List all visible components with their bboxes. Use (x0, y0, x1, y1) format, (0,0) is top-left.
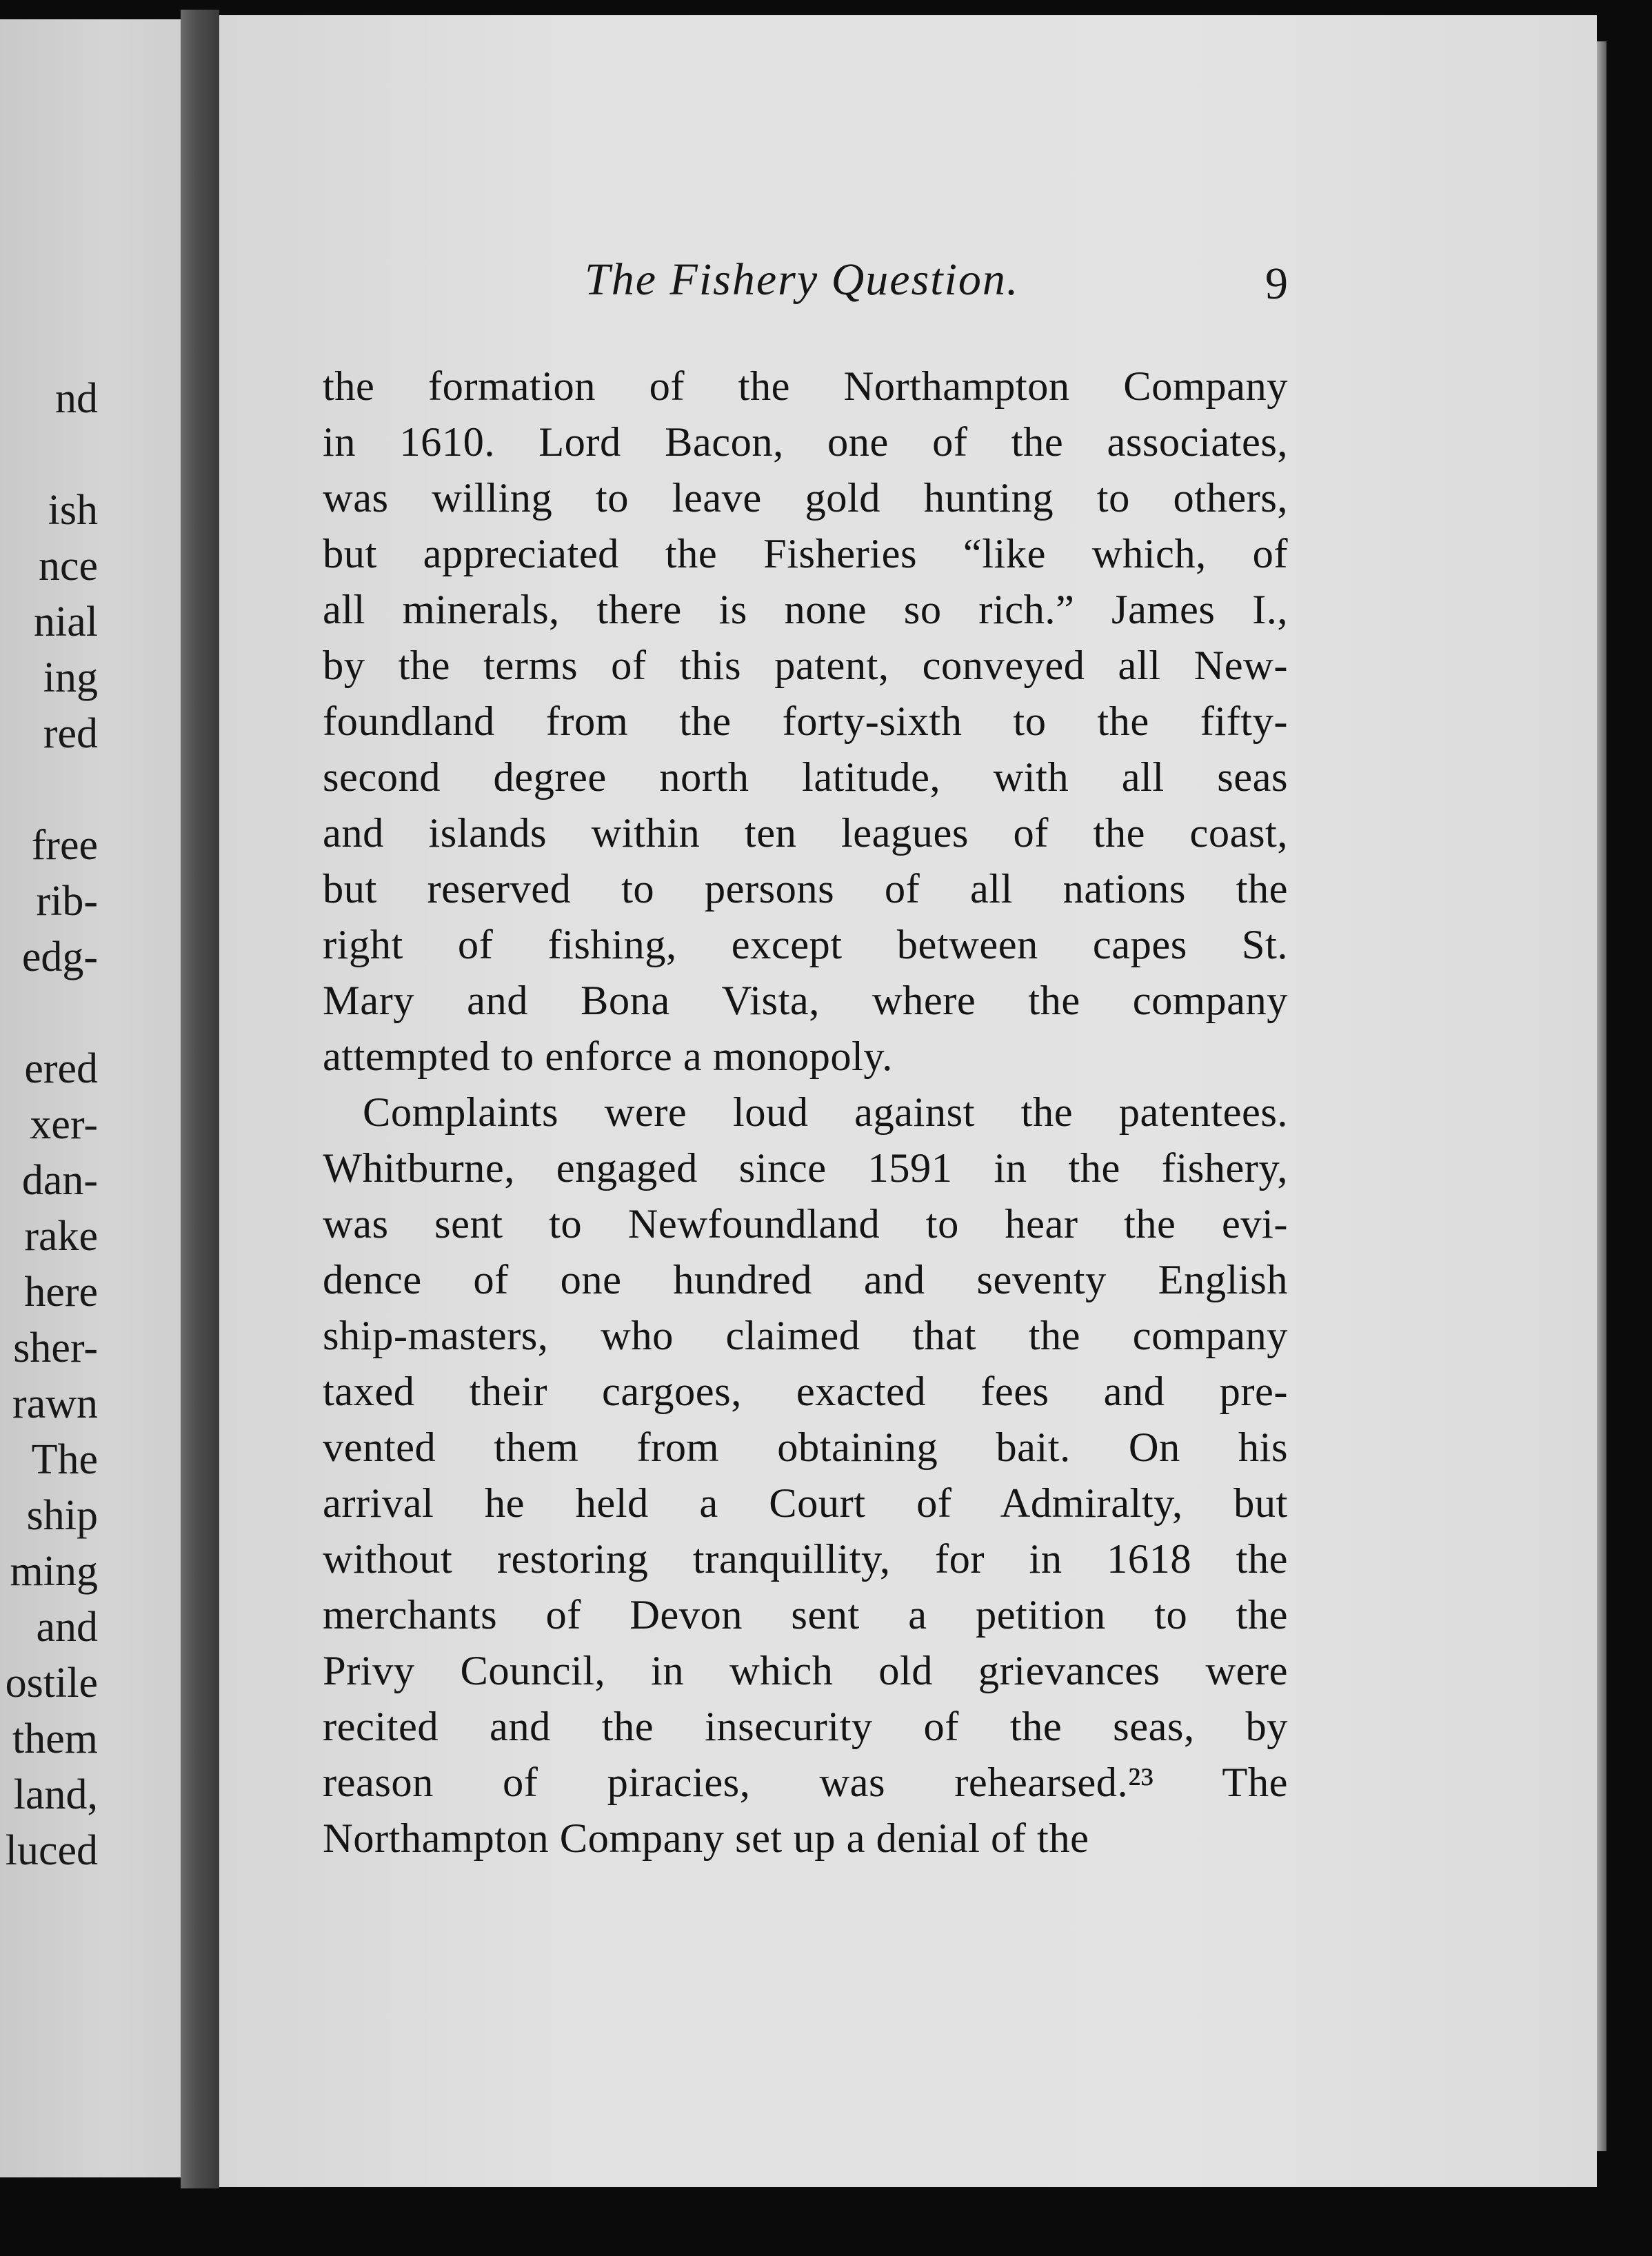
text-line: second degree north latitude, with all seas (323, 754, 1288, 800)
facing-page-text-fragments (6, 371, 98, 1879)
text-line: but reserved to persons of all nations the (323, 866, 1288, 912)
text-line: in 1610. Lord Bacon, one of the associates, (323, 419, 1288, 465)
facing-page-left (0, 19, 181, 2177)
text-line: recited and the insecurity of the seas, by (323, 1704, 1288, 1750)
text-line: merchants of Devon sent a petition to the (323, 1592, 1288, 1638)
facing-page-fragment (6, 985, 98, 1041)
book-gutter (181, 10, 219, 2188)
text-line: attempted to enforce a monopoly. (323, 1034, 893, 1080)
text-line: was willing to leave gold hunting to others, (323, 475, 1288, 521)
body-text (323, 359, 1288, 1875)
facing-page-fragment: ostile (5, 1660, 98, 1706)
facing-page-fragment: ship (26, 1492, 98, 1539)
text-line: Complaints were loud against the patentees. (363, 1089, 1288, 1136)
facing-page-fragment: ered (24, 1045, 98, 1092)
facing-page-fragment: free (31, 822, 98, 869)
text-line: but appreciated the Fisheries “like which, of (323, 531, 1288, 577)
facing-page-fragment: red (43, 710, 98, 757)
text-line: by the terms of this patent, conveyed all New- (323, 643, 1288, 689)
text-line: without restoring tranquillity, for in 1618 the (323, 1536, 1288, 1582)
facing-page-fragment: xer- (30, 1101, 98, 1148)
facing-page-fragment: nial (34, 598, 98, 645)
facing-page-fragment: dan- (21, 1157, 98, 1204)
text-line: taxed their cargoes, exacted fees and pre- (323, 1369, 1288, 1415)
text-line: vented them from obtaining bait. On his (323, 1424, 1288, 1471)
facing-page-fragment: rake (24, 1213, 98, 1260)
facing-page-fragment: nce (38, 543, 98, 590)
text-line: dence of one hundred and seventy English (323, 1257, 1288, 1303)
text-line: right of fishing, except between capes St. (323, 922, 1288, 968)
facing-page-fragment: sher- (13, 1325, 98, 1371)
text-line: Northampton Company set up a denial of the (323, 1815, 1089, 1862)
facing-page-fragment: and (36, 1604, 98, 1651)
text-line: and islands within ten leagues of the coast, (323, 810, 1288, 856)
facing-page-fragment: rib- (36, 878, 98, 925)
text-line: Privy Council, in which old grievances were (323, 1648, 1288, 1694)
facing-page-fragment: nd (55, 375, 98, 422)
facing-page-fragment: ming (10, 1548, 98, 1595)
text-line: arrival he held a Court of Admiralty, but (323, 1480, 1288, 1527)
running-title: The Fishery Question. (585, 254, 1020, 305)
facing-page-fragment: ish (48, 487, 98, 534)
facing-page-fragment: edg- (21, 934, 98, 980)
text-line: reason of piracies, was rehearsed.²³ The (323, 1760, 1288, 1806)
text-line: Whitburne, engaged since 1591 in the fishery, (323, 1145, 1288, 1191)
facing-page-fragment: land, (13, 1771, 98, 1818)
text-line: foundland from the forty-sixth to the fifty- (323, 698, 1288, 745)
running-head (364, 254, 1288, 316)
facing-page-fragment: ing (43, 654, 98, 701)
page-number: 9 (1265, 259, 1288, 309)
text-line: all minerals, there is none so rich.” James I., (323, 587, 1288, 633)
facing-page-fragment: them (12, 1715, 98, 1762)
facing-page-fragment: luced (5, 1827, 98, 1874)
facing-page-fragment: rawn (12, 1380, 98, 1427)
facing-page-fragment: here (24, 1269, 98, 1316)
facing-page-fragment (6, 427, 98, 483)
facing-page-fragment (6, 762, 98, 818)
text-line: the formation of the Northampton Company (323, 363, 1288, 410)
text-line: was sent to Newfoundland to hear the evi- (323, 1201, 1288, 1247)
page-edge-shadow (1597, 41, 1606, 2151)
text-line: Mary and Bona Vista, where the company (323, 978, 1288, 1024)
facing-page-fragment: The (31, 1436, 98, 1483)
text-line: ship-masters, who claimed that the company (323, 1313, 1288, 1359)
